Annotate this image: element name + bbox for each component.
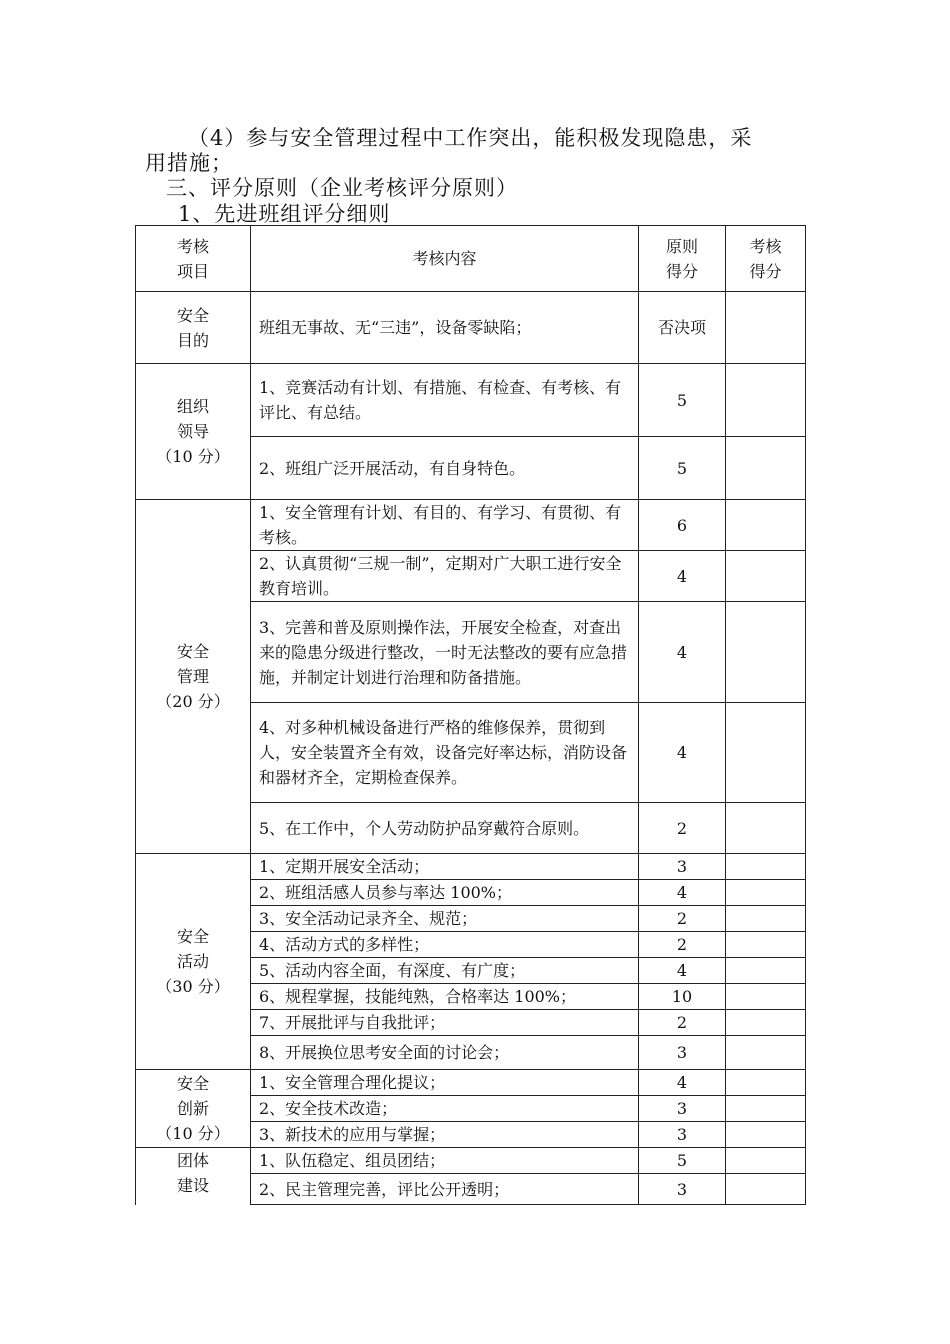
category-name-line: 安全 [176,642,209,661]
criteria-cell: 8、开展换位思考安全面的讨论会； [251,1036,639,1070]
category-name-line: 目的 [176,330,209,350]
category-name-line: 安全 [176,1074,209,1093]
category-name-line: （10 分） [156,1124,230,1143]
table-row [136,1148,806,1174]
exam-score-cell [726,1174,806,1205]
standard-score-cell: 4 [639,703,726,803]
table-row [136,292,806,364]
criteria-cell: 1、定期开展安全活动； [251,854,639,880]
criteria-cell: 2、民主管理完善，评比公开透明； [251,1174,639,1205]
criteria-cell: 2、班组活感人员参与率达 100%； [251,880,639,906]
category-name-line: 创新 [176,1099,209,1118]
category-cell [136,500,251,854]
exam-score-cell [726,1036,806,1070]
table-row [136,364,806,437]
category-cell [136,854,251,1070]
exam-score-cell [726,880,806,906]
standard-score-cell: 3 [639,1096,726,1122]
standard-score-cell: 5 [639,364,726,437]
criteria-cell: 1、队伍稳定、组员团结； [251,1148,639,1174]
exam-score-cell [726,292,806,364]
category-name-line: （20 分） [156,692,230,711]
standard-score-cell: 2 [639,803,726,854]
criteria-cell: 1、安全管理有计划、有目的、有学习、有贯彻、有考核。 [251,500,639,551]
header-exam-score [726,226,806,292]
header-standard-score-line2: 得分 [665,261,698,281]
standard-score-cell: 3 [639,1036,726,1070]
header-content: 考核内容 [251,226,639,292]
standard-score-cell: 2 [639,1010,726,1036]
scoring-table [135,225,806,1205]
criteria-cell: 2、认真贯彻“三规一制”，定期对广大职工进行安全教育培训。 [251,551,639,602]
category-cell [136,1148,251,1205]
criteria-cell: 2、班组广泛开展活动，有自身特色。 [251,437,639,500]
exam-score-cell [726,551,806,602]
exam-score-cell [726,1148,806,1174]
header-item-line2: 项目 [176,261,209,281]
category-name-line: 安全 [176,927,209,946]
exam-score-cell [726,1070,806,1096]
item4-line2: 用措施； [145,151,233,175]
standard-score-cell: 4 [639,551,726,602]
exam-score-cell [726,1096,806,1122]
standard-score-cell: 4 [639,602,726,703]
header-item [136,226,251,292]
category-name-line: 管理 [176,667,209,686]
header-exam-score-line2: 得分 [749,261,782,281]
category-name-line: 团体 [176,1151,209,1170]
category-name-line: 活动 [176,952,209,971]
criteria-cell: 1、安全管理合理化提议； [251,1070,639,1096]
category-name-line: 领导 [176,422,209,441]
category-name-line: （10 分） [156,447,230,466]
criteria-cell: 5、活动内容全面，有深度、有广度； [251,958,639,984]
standard-score-cell: 4 [639,958,726,984]
category-name-line: （30 分） [156,977,230,996]
table-row [136,1070,806,1096]
standard-score-cell: 4 [639,880,726,906]
table-row [136,500,806,551]
sub-title: 1、先进班组评分细则 [178,202,391,226]
table-header-row [136,226,806,292]
header-exam-score-line1: 考核 [749,236,782,256]
exam-score-cell [726,803,806,854]
criteria-cell: 3、完善和普及原则操作法，开展安全检查，对查出来的隐患分级进行整改，一时无法整改的要有应急措施，并制定计划进行治理和防备措施。 [251,602,639,703]
exam-score-cell [726,437,806,500]
category-cell [136,364,251,500]
standard-score-cell: 5 [639,1148,726,1174]
table-row [136,854,806,880]
exam-score-cell [726,958,806,984]
exam-score-cell [726,932,806,958]
criteria-cell: 3、新技术的应用与掌握； [251,1122,639,1148]
criteria-cell: 4、对多种机械设备进行严格的维修保养，贯彻到人，安全装置齐全有效，设备完好率达标，消防设备和器材齐全，定期检查保养。 [251,703,639,803]
criteria-cell: 4、活动方式的多样性； [251,932,639,958]
category-cell [136,292,251,364]
section-title: 三、评分原则（企业考核评分原则） [166,176,518,200]
standard-score-cell: 10 [639,984,726,1010]
standard-score-cell: 2 [639,906,726,932]
exam-score-cell [726,984,806,1010]
exam-score-cell [726,500,806,551]
category-name-line: 建设 [176,1176,209,1195]
category-cell [136,1070,251,1148]
header-standard-score [639,226,726,292]
criteria-cell: 1、竞赛活动有计划、有措施、有检查、有考核、有评比、有总结。 [251,364,639,437]
standard-score-cell: 3 [639,854,726,880]
criteria-cell: 6、规程掌握，技能纯熟，合格率达 100%； [251,984,639,1010]
criteria-cell: 2、安全技术改造； [251,1096,639,1122]
standard-score-cell: 3 [639,1122,726,1148]
exam-score-cell [726,906,806,932]
exam-score-cell [726,854,806,880]
criteria-cell: 班组无事故、无“三违”，设备零缺陷； [251,292,639,364]
criteria-cell: 5、在工作中，个人劳动防护品穿戴符合原则。 [251,803,639,854]
standard-score-cell: 4 [639,1070,726,1096]
standard-score-cell: 5 [639,437,726,500]
item4-line1: （4）参与安全管理过程中工作突出，能积极发现隐患，采 [188,126,753,150]
criteria-cell: 7、开展批评与自我批评； [251,1010,639,1036]
standard-score-cell: 6 [639,500,726,551]
header-standard-score-line1: 原则 [665,236,698,256]
exam-score-cell [726,602,806,703]
standard-score-cell: 3 [639,1174,726,1205]
header-item-line1: 考核 [176,236,209,256]
exam-score-cell [726,1122,806,1148]
criteria-cell: 3、安全活动记录齐全、规范； [251,906,639,932]
standard-score-cell: 否决项 [639,292,726,364]
exam-score-cell [726,364,806,437]
exam-score-cell [726,1010,806,1036]
category-name-line: 组织 [176,397,209,416]
exam-score-cell [726,703,806,803]
category-name-line: 安全 [176,305,209,325]
standard-score-cell: 2 [639,932,726,958]
